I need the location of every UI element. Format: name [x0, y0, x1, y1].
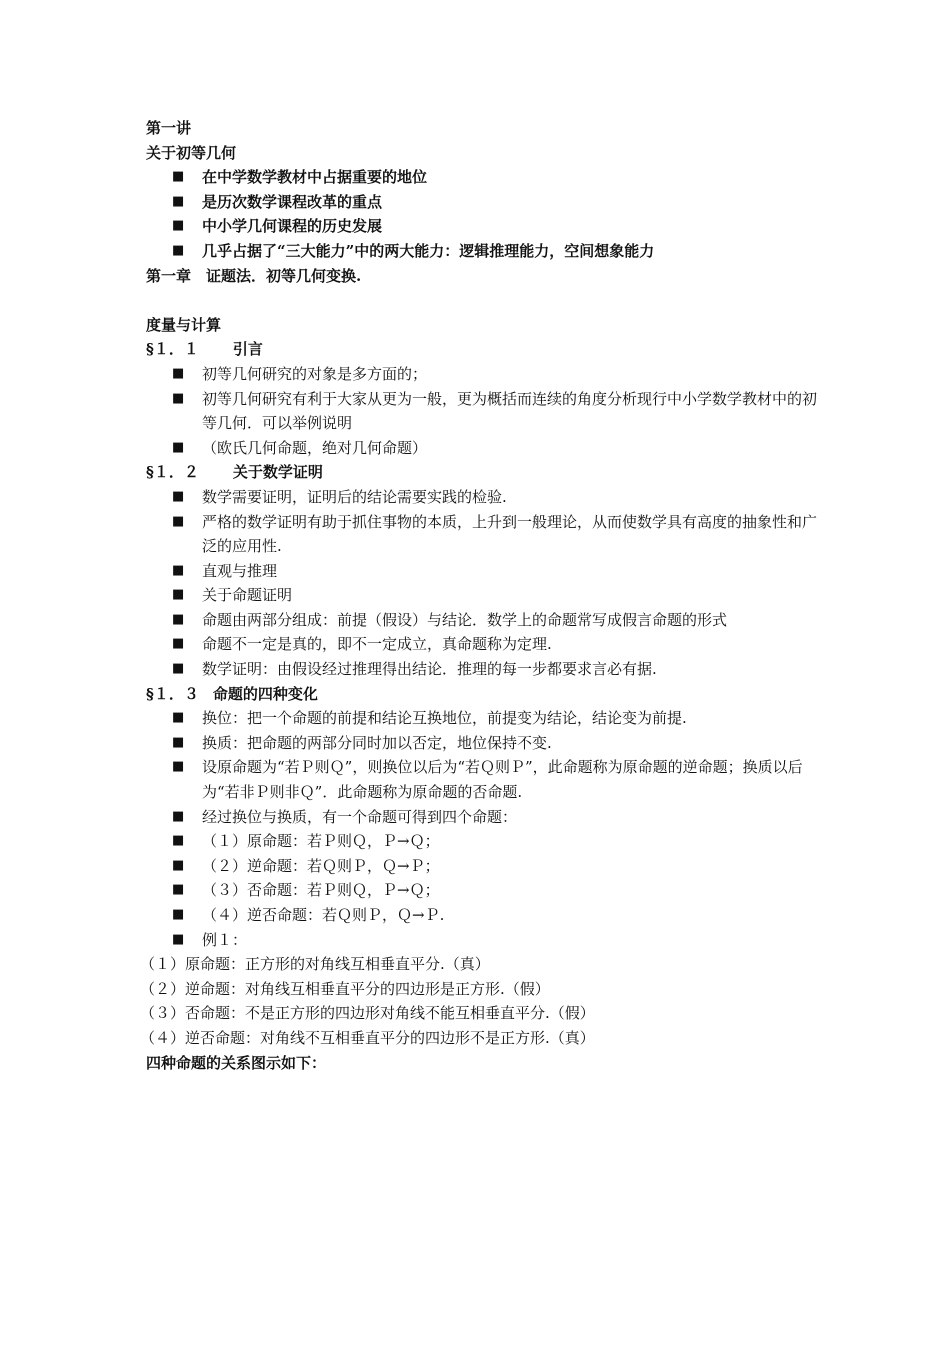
section-number: §１．３ — [146, 684, 199, 703]
list-item: ■ 关于命题证明 — [146, 583, 826, 608]
spacer — [146, 288, 826, 313]
list-item: ■ （４）逆否命题：若Ｑ则Ｐ，Ｑ→Ｐ. — [146, 903, 826, 928]
list-item: ■ 初等几何研究有利于大家从更为一般，更为概括而连续的角度分析现行中小学数学教材中的初等几何．可以举例说明 — [146, 387, 826, 436]
chapter-heading: 第一章 证题法．初等几何变换. — [146, 266, 362, 285]
square-bullet-icon: ■ — [172, 907, 185, 922]
list-item: ■ （３）否命题：若Ｐ则Ｑ，Ｐ→Ｑ； — [146, 878, 826, 903]
section-title: 引言 — [232, 340, 263, 359]
list-item: ■ 设原命题为“若Ｐ则Ｑ”，则换位以后为“若Ｑ则Ｐ”，此命题称为原命题的逆命题；换质以后为“若非Ｐ则非Ｑ”．此命题称为原命题的否命题. — [146, 755, 826, 804]
list-item: ■ 换位：把一个命题的前提和结论互换地位，前提变为结论，结论变为前提. — [146, 706, 826, 731]
square-bullet-icon: ■ — [172, 661, 185, 677]
section-heading — [146, 337, 826, 362]
lecture-heading: 第一讲 — [146, 119, 192, 137]
square-bullet-icon: ■ — [172, 734, 185, 750]
square-bullet-icon: ■ — [172, 193, 185, 209]
list-item: ■ 直观与推理 — [146, 559, 826, 584]
document-body — [140, 116, 826, 1075]
square-bullet-icon: ■ — [172, 759, 185, 775]
square-bullet-icon: ■ — [172, 857, 185, 873]
square-bullet-icon: ■ — [172, 169, 185, 185]
square-bullet-icon: ■ — [172, 488, 185, 504]
list-item: ■ 命题不一定是真的，即不一定成立，真命题称为定理. — [146, 632, 826, 657]
section-number: §１．１ — [146, 340, 199, 359]
section-title: 关于数学证明 — [232, 463, 323, 482]
example-line: （４）逆否命题：对角线不互相垂直平分的四边形不是正方形.（真） — [140, 1028, 595, 1047]
section-number: §１．２ — [146, 463, 199, 482]
square-bullet-icon: ■ — [172, 562, 185, 578]
square-bullet-icon: ■ — [172, 611, 185, 627]
section-heading — [146, 460, 826, 485]
square-bullet-icon: ■ — [172, 882, 185, 898]
square-bullet-icon: ■ — [172, 587, 185, 603]
square-bullet-icon: ■ — [172, 931, 185, 947]
topic-heading: 关于初等几何 — [146, 143, 237, 162]
section-heading — [146, 682, 826, 707]
list-item: ■ 初等几何研究的对象是多方面的； — [146, 362, 826, 387]
square-bullet-icon: ■ — [172, 833, 185, 849]
square-bullet-icon: ■ — [172, 636, 185, 652]
square-bullet-icon: ■ — [172, 710, 185, 726]
list-item: ■ （２）逆命题：若Ｑ则Ｐ，Ｑ→Ｐ； — [146, 854, 826, 879]
example-line: （３）否命题：不是正方形的四边形对角线不能互相垂直平分.（假） — [140, 1004, 595, 1023]
square-bullet-icon: ■ — [172, 390, 185, 406]
square-bullet-icon: ■ — [172, 218, 185, 234]
list-item: ■ 数学需要证明，证明后的结论需要实践的检验. — [146, 485, 826, 510]
list-item: ■ （１）原命题：若Ｐ则Ｑ，Ｐ→Ｑ； — [146, 829, 826, 854]
square-bullet-icon: ■ — [172, 242, 185, 258]
list-item: ■ 数学证明：由假设经过推理得出结论．推理的每一步都要求言必有据. — [146, 657, 826, 682]
list-item: ■ 在中学数学教材中占据重要的地位 — [146, 165, 826, 190]
square-bullet-icon: ■ — [172, 513, 185, 529]
list-item: ■ 例１： — [146, 928, 826, 953]
example-line: （２）逆命题：对角线互相垂直平分的四边形是正方形.（假） — [140, 979, 550, 998]
part-heading: 度量与计算 — [146, 315, 222, 334]
closing-heading: 四种命题的关系图示如下： — [146, 1053, 327, 1072]
list-item: ■ 经过换位与换质，有一个命题可得到四个命题： — [146, 805, 826, 830]
section-title: 命题的四种变化 — [212, 684, 318, 703]
square-bullet-icon: ■ — [172, 365, 185, 381]
list-item: ■ 几乎占据了“三大能力”中的两大能力：逻辑推理能力，空间想象能力 — [146, 239, 826, 264]
list-item: ■ 严格的数学证明有助于抓住事物的本质，上升到一般理论，从而使数学具有高度的抽象性和广泛的应用性. — [146, 510, 826, 559]
square-bullet-icon: ■ — [172, 439, 185, 455]
list-item: ■ 命题由两部分组成：前提（假设）与结论．数学上的命题常写成假言命题的形式 — [146, 608, 826, 633]
list-item: ■ 中小学几何课程的历史发展 — [146, 214, 826, 239]
list-item: ■ 换质：把命题的两部分同时加以否定，地位保持不变. — [146, 731, 826, 756]
example-line: （１）原命题：正方形的对角线互相垂直平分.（真） — [140, 955, 490, 974]
list-item: ■ （欧氏几何命题，绝对几何命题） — [146, 436, 826, 461]
square-bullet-icon: ■ — [172, 808, 185, 824]
list-item: ■ 是历次数学课程改革的重点 — [146, 190, 826, 215]
